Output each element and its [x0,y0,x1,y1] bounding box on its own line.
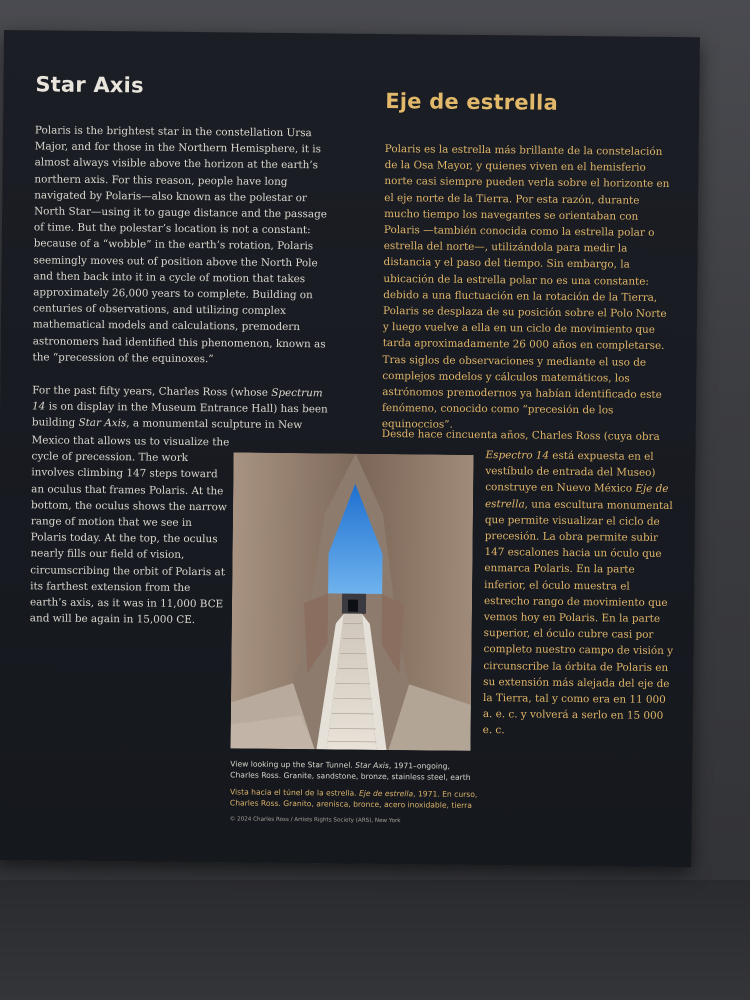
era-label: BCE [199,598,224,611]
artwork-title: Star Axis [355,760,389,771]
artwork-title: Spectrum 14 [31,386,323,413]
text-run: , a monumental sculpture in New [126,417,303,432]
spanish-paragraph-3 [483,447,676,741]
exhibit-panel [0,30,700,867]
text-run: View looking up the Star Tunnel. [230,759,356,770]
artwork-title: Espectro 14 [485,449,550,462]
star-tunnel-illustration [230,452,473,750]
english-paragraph-3 [30,432,232,629]
title-english: Star Axis [35,72,144,98]
era-label: CE [176,614,192,627]
artwork-title: Eje de estrella [358,788,414,799]
text-run: Vista hacia el túnel de la estrella. [229,787,360,798]
text-run: , una escultura monumental que permite visualizar el ciclo de precesión. La obra permite subir 147 escalones hacia un óculo que enmarca Polaris. En la parte inferior, el óculo muestra el estrecho rango de movimiento que vemos hoy en Polaris. En la parte superior, el óculo cubre casi por completo nuestro campo de visión y circunscribe la órbita de Polaris en su extensión más alejada del eje de la Tierra, tal y como era en 11 000 a. e. c. y volverá a serlo en 15 000 e. c. [482,498,674,737]
artwork-title: Eje de estrella [485,483,669,511]
text-run: Mexico that allows us to visualize the cycle of precession. The work involves climbing 147 steps toward an oculus that frames Polaris. At the bottom, the oculus shows the narrow range of motion that we see in Polaris today. At the top, the oculus nearly fills our field of vision, circumscribing the orbit of Polaris at its farthest extension from the earth’s axis, as it was in 11,000 [29,434,230,611]
caption-spanish [230,786,480,811]
english-paragraph-2 [32,382,328,434]
english-paragraph-1: Polaris is the brightest star in the constellation Ursa Major, and for those in the Northern Hemisphere, it is almost always visible above the horizon at the earth’s northern axis. For this reason, people have long navigated by Polaris—also known as the polestar or North Star—using it to gauge distance and the passage of time. But the polestar’s location is not a constant: because of a “wobble” in the earth’s rotation, Polaris seemingly moves out of position above the North Pole and then back into it in a cycle of motion that takes approximately 26,000 years to complete. Building on centuries of observations, and utilizing complex mathematical models and calculations, premodern astronomers had identified this phenomenon, known as the “precession of the equinoxes.” [32,124,327,366]
text-run: está expuesta en el vestíbulo de entrada del Museo) construye en Nuevo México [485,449,656,496]
text-run: For the past fifty years, Charles Ross (whose [32,384,272,399]
wall-shadow [0,880,750,1000]
spanish-paragraph-2: Desde hace cincuenta años, Charles Ross (cuya obra [381,427,660,443]
text-run: and will be again in 15,000 [29,612,177,627]
text-run: . [191,614,196,627]
artwork-title: Star Axis [78,417,127,430]
copyright-notice: © 2024 Charles Ross / Artists Rights Society (ARS), New York [229,816,401,825]
spanish-paragraph-1: Polaris es la estrella más brillante de la constelación de la Osa Mayor, y quienes viven en el hemisferio norte casi siempre pueden verla sobre el horizonte en el eje norte de la Tierra. Por esta razón, durante mucho tiempo los navegantes se orientaban con Polaris —también conocida como la estrella polar o estrella del norte—, utilizándola para medir la distancia y el paso del tiempo. Sin embargo, la ubicación de la estrella polar no es una constante: debido a una fluctuación en la rotación de la Tierra, Polaris se desplaza de su posición sobre el Polo Norte y luego vuelve a ella en un ciclo de movimiento que tarda aproximadamente 26 000 años en completarse. Tras siglos de observaciones y mediante el uso de complejos modelos y cálculos matemáticos, los astrónomos premodernos ya habían identificado este fenómeno, conocido como “precesión de los equinoccios”. [381,142,670,432]
caption-english [230,758,480,783]
text-run: is on display in the Museum Entrance Hall) has been building [31,400,328,430]
star-tunnel-photo [230,452,473,750]
text-run: , 1971. En curso, Charles Ross. Granito, arenisca, bronce, acero inoxidable, tierra [229,789,478,810]
title-spanish: Eje de estrella [385,88,559,115]
text-run: , 1971–ongoing, Charles Ross. Granite, sandstone, bronze, stainless steel, earth [230,761,471,782]
